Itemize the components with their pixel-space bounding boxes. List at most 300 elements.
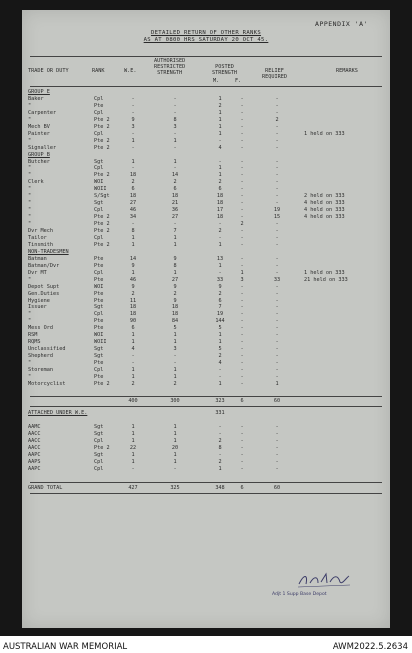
rank-cell: Pte (94, 255, 104, 262)
table-row (22, 353, 390, 360)
relief-cell: - (275, 458, 279, 465)
male-cell: 6 (218, 297, 222, 304)
relief-cell: - (275, 325, 279, 332)
we-cell: 1 (131, 451, 135, 458)
authorised-cell: 9 (173, 283, 177, 290)
table-row (22, 165, 390, 172)
table-row (22, 89, 390, 96)
trade-cell: Shepherd (28, 353, 53, 360)
male-cell: 18 (216, 200, 224, 207)
trade-cell: Butcher (28, 158, 50, 165)
authorised-cell: 1 (173, 339, 177, 346)
male-cell: 2 (218, 290, 222, 297)
trade-cell: GROUP E (28, 89, 50, 95)
trade-cell: Gen.Duties (28, 290, 60, 297)
trade-cell: Tailor (28, 234, 47, 241)
authorised-cell: 84 (171, 318, 179, 325)
trade-cell: Unclassified (28, 346, 66, 353)
relief-cell: - (275, 304, 279, 311)
trade-cell: " (28, 318, 32, 325)
we-cell: 427 (128, 484, 138, 491)
male-cell: 144 (215, 318, 225, 325)
authorised-cell: 27 (171, 276, 179, 283)
we-cell: 9 (131, 262, 135, 269)
female-cell: - (240, 451, 244, 458)
rank-cell: Pte (94, 318, 104, 325)
male-cell: 7 (218, 304, 222, 311)
authorised-cell: 1 (173, 234, 177, 241)
table-row (22, 207, 390, 214)
male-cell: 18 (216, 193, 224, 200)
authorised-cell: 1 (173, 367, 177, 373)
we-cell: - (131, 102, 135, 109)
authorised-cell: 2 (173, 380, 177, 387)
authorised-cell: 8 (173, 116, 177, 123)
female-cell: - (240, 325, 244, 332)
we-cell: 46 (129, 207, 137, 214)
table-row (22, 277, 390, 284)
trade-cell: AAPC (28, 465, 41, 472)
relief-cell: 60 (273, 484, 281, 491)
trade-cell: " (28, 221, 32, 228)
male-cell: 1 (218, 130, 222, 137)
rank-cell: Pte 2 (94, 380, 110, 387)
female-cell: - (240, 193, 244, 200)
header-we: W.E. (124, 68, 137, 74)
female-cell: - (240, 346, 244, 353)
rule-header (30, 86, 382, 87)
relief-cell: - (275, 451, 279, 458)
attached-row (22, 459, 390, 466)
attached-total-row (22, 410, 390, 417)
male-cell: - (218, 234, 222, 241)
authorised-cell: - (173, 102, 177, 109)
rank-cell: Pte (94, 373, 104, 380)
table-row (22, 270, 390, 277)
rank-cell: Cpl (94, 207, 104, 214)
we-cell: 11 (129, 297, 137, 304)
authorised-cell: 2 (173, 179, 177, 186)
we-cell: 1 (131, 234, 135, 241)
male-cell: - (218, 269, 222, 276)
trade-cell: Batman/Dvr (28, 262, 60, 269)
female-cell: - (240, 102, 244, 109)
table-row (22, 138, 390, 145)
trade-cell: Batman (28, 255, 47, 262)
table-row (22, 249, 390, 256)
authorised-cell: 18 (171, 193, 179, 200)
trade-cell: " (28, 373, 32, 380)
male-cell: 8 (218, 444, 222, 451)
relief-cell: - (275, 465, 279, 472)
authorised-cell: 3 (173, 123, 177, 130)
rank-cell: Pte (94, 262, 104, 269)
we-cell: 1 (131, 339, 135, 346)
female-cell: - (240, 214, 244, 221)
relief-cell: - (275, 311, 279, 318)
female-cell: - (240, 144, 244, 151)
we-cell: 18 (129, 311, 137, 318)
male-cell: 13 (216, 255, 224, 262)
document-title: DETAILED RETURN OF OTHER RANKS (150, 30, 262, 36)
male-cell: 2 (218, 353, 222, 360)
relief-cell: - (275, 346, 279, 353)
trade-cell: " (28, 172, 32, 179)
relief-cell: - (275, 144, 279, 151)
relief-cell: - (275, 339, 279, 346)
trade-cell: Mech BV (28, 123, 50, 130)
authorised-cell: 7 (173, 228, 177, 234)
we-cell: 1 (131, 458, 135, 465)
rule-subtotal-bottom (30, 406, 382, 407)
trade-cell: " (28, 214, 32, 221)
table-row (22, 360, 390, 367)
authorised-cell: 36 (171, 207, 179, 214)
remarks-cell: 4 held on 333 (304, 207, 345, 214)
relief-cell: - (275, 172, 279, 179)
male-cell: - (218, 451, 222, 458)
rank-cell: Pte (94, 325, 104, 332)
rank-cell: Pte (94, 360, 104, 367)
male-cell: 331 (215, 409, 225, 416)
trade-cell: Issuer (28, 304, 47, 311)
male-cell: - (218, 430, 222, 437)
table-row (22, 110, 390, 117)
attached-row (22, 466, 390, 473)
rank-cell: Sgt (94, 158, 104, 165)
authorised-cell: 27 (171, 214, 179, 221)
male-cell: 323 (215, 397, 225, 404)
female-cell: - (240, 367, 244, 373)
relief-cell: - (275, 186, 279, 193)
trade-cell: Painter (28, 130, 50, 137)
we-cell: - (131, 95, 135, 102)
table-row (22, 186, 390, 193)
female-cell: - (240, 130, 244, 137)
table-row (22, 311, 390, 318)
relief-cell: 60 (273, 397, 281, 404)
male-cell: 1 (218, 116, 222, 123)
header-f: F. (235, 78, 242, 84)
we-cell: 1 (131, 437, 135, 444)
relief-cell: - (275, 318, 279, 325)
table-row (22, 172, 390, 179)
female-cell: - (240, 430, 244, 437)
authorised-cell: 9 (173, 255, 177, 262)
male-cell: 18 (216, 214, 224, 221)
rank-cell: Cpl (94, 269, 104, 276)
relief-cell: - (275, 95, 279, 102)
male-cell: 1 (218, 123, 222, 130)
table-row (22, 221, 390, 228)
document-page (22, 10, 390, 628)
female-cell: - (240, 373, 244, 380)
male-cell: 4 (218, 360, 222, 367)
relief-cell: - (275, 297, 279, 304)
we-cell: 90 (129, 318, 137, 325)
we-cell: - (131, 360, 135, 367)
male-cell: 2 (218, 437, 222, 444)
authorised-cell: 2 (173, 290, 177, 297)
we-cell: 1 (131, 269, 135, 276)
female-cell: - (240, 165, 244, 172)
authorised-cell: 1 (173, 137, 177, 144)
female-cell: 6 (240, 484, 244, 491)
female-cell: - (240, 172, 244, 179)
relief-cell: - (275, 373, 279, 380)
relief-cell: - (275, 353, 279, 360)
trade-cell: RQMS (28, 339, 41, 346)
authorised-cell: - (173, 109, 177, 116)
male-cell: 1 (218, 172, 222, 179)
authorised-cell: 325 (170, 484, 180, 491)
male-cell: 4 (218, 144, 222, 151)
rank-cell: Sgt (94, 430, 104, 437)
trade-cell: Clerk (28, 179, 44, 186)
female-cell: - (240, 158, 244, 165)
header-remarks: REMARKS (336, 68, 358, 74)
trade-cell: " (28, 165, 32, 172)
table-row (22, 131, 390, 138)
trade-cell: Dvr Mech (28, 228, 53, 234)
table-row (22, 235, 390, 242)
table-row (22, 242, 390, 249)
we-cell: 1 (131, 241, 135, 248)
attached-row (22, 452, 390, 459)
we-cell: 2 (131, 380, 135, 387)
table-row (22, 117, 390, 124)
trade-cell: Carpenter (28, 109, 57, 116)
male-cell: 9 (218, 283, 222, 290)
table-row (22, 325, 390, 332)
table-row (22, 228, 390, 235)
female-cell: - (240, 179, 244, 186)
rank-cell: Cpl (94, 311, 104, 318)
trade-cell: AACC (28, 430, 41, 437)
rank-cell: Pte (94, 290, 104, 297)
rank-cell: Sgt (94, 304, 104, 311)
male-cell: 5 (218, 346, 222, 353)
we-cell: 400 (128, 397, 138, 404)
header-posted: POSTED STRENGTH (212, 64, 237, 76)
rank-cell: WOII (94, 186, 107, 193)
table-row (22, 367, 390, 374)
relief-cell: - (275, 109, 279, 116)
we-cell: 6 (131, 325, 135, 332)
table-row (22, 332, 390, 339)
male-cell: - (218, 373, 222, 380)
header-relief: RELIEF REQUIRED (262, 68, 287, 80)
rank-cell: Sgt (94, 200, 104, 207)
trade-cell: GROUP B (28, 151, 50, 158)
authorised-cell: - (173, 165, 177, 172)
male-cell: 348 (215, 484, 225, 491)
rank-cell: S/Sgt (94, 193, 110, 200)
male-cell: 2 (218, 102, 222, 109)
trade-cell: AAPC (28, 451, 41, 458)
table-row (22, 298, 390, 305)
trade-cell: Baker (28, 95, 44, 102)
rule-subtotal (30, 396, 382, 397)
authorised-cell: 9 (173, 297, 177, 304)
table-row (22, 346, 390, 353)
rank-cell: Cpl (94, 109, 104, 116)
table-row (22, 193, 390, 200)
female-cell: - (240, 437, 244, 444)
table-row (22, 381, 390, 388)
signature-scrawl (296, 570, 352, 590)
rank-cell: WOI (94, 283, 104, 290)
rank-cell: Pte 2 (94, 172, 110, 179)
female-cell: - (240, 458, 244, 465)
authorised-cell: 1 (173, 269, 177, 276)
female-cell: - (240, 332, 244, 339)
relief-cell: - (275, 137, 279, 144)
attached-row (22, 438, 390, 445)
table-row (22, 96, 390, 103)
relief-cell: - (275, 332, 279, 339)
we-cell: - (131, 165, 135, 172)
we-cell: 1 (131, 430, 135, 437)
rank-cell: Sgt (94, 353, 104, 360)
female-cell: - (240, 95, 244, 102)
female-cell: - (240, 360, 244, 367)
relief-cell: 15 (273, 214, 281, 221)
relief-cell: 2 (275, 116, 279, 123)
relief-cell: - (275, 269, 279, 276)
authorised-cell: 14 (171, 172, 179, 179)
relief-cell: - (275, 255, 279, 262)
rank-cell: Pte 2 (94, 144, 110, 151)
table-row (22, 179, 390, 186)
trade-cell: GRAND TOTAL (28, 484, 63, 491)
authorised-cell: - (173, 221, 177, 228)
we-cell: 1 (131, 373, 135, 380)
footer-reference: AWM2022.5.2634 (332, 642, 408, 652)
relief-cell: - (275, 444, 279, 451)
trade-cell: AACC (28, 437, 41, 444)
authorised-cell: 1 (173, 451, 177, 458)
relief-cell: - (275, 283, 279, 290)
female-cell: - (240, 297, 244, 304)
rank-cell: Pte 2 (94, 241, 110, 248)
male-cell: 1 (218, 380, 222, 387)
we-cell: - (131, 465, 135, 472)
authorised-cell: 1 (173, 332, 177, 339)
we-cell: 1 (131, 137, 135, 144)
we-cell: 2 (131, 179, 135, 186)
relief-cell: - (275, 102, 279, 109)
relief-cell: - (275, 165, 279, 172)
we-cell: 1 (131, 332, 135, 339)
male-cell: 2 (218, 458, 222, 465)
trade-cell: " (28, 137, 32, 144)
table-row (22, 318, 390, 325)
we-cell: 9 (131, 116, 135, 123)
header-authorised: AUTHORISED RESTRICTED STRENGTH (154, 58, 186, 76)
we-cell: 4 (131, 346, 135, 353)
authorised-cell: 18 (171, 304, 179, 311)
rank-cell: WOI (94, 179, 104, 186)
table-row (22, 103, 390, 110)
relief-cell: - (275, 193, 279, 200)
trade-cell: RSM (28, 332, 38, 339)
rank-cell: Pte 2 (94, 137, 110, 144)
rank-cell: Cpl (94, 234, 104, 241)
female-cell: - (240, 444, 244, 451)
we-cell: 34 (129, 214, 137, 221)
signature-caption: Adjt 1 Supp Base Depot (272, 592, 327, 597)
authorised-cell: 20 (171, 444, 179, 451)
trade-cell: Motorcyclist (28, 380, 66, 387)
female-cell: - (240, 283, 244, 290)
female-cell: 6 (240, 397, 244, 404)
female-cell: - (240, 423, 244, 430)
header-m: M. (213, 78, 220, 84)
we-cell: 22 (129, 444, 137, 451)
remarks-cell: 1 held on 333 (304, 130, 345, 137)
authorised-cell: 21 (171, 200, 179, 207)
we-cell: - (131, 130, 135, 137)
table-row (22, 374, 390, 381)
male-cell: 1 (218, 332, 222, 339)
male-cell: 1 (218, 95, 222, 102)
rule-grand-total-bottom (30, 493, 382, 494)
relief-cell: - (275, 179, 279, 186)
trade-cell: ATTACHED UNDER W.E. (28, 409, 88, 416)
we-cell: - (131, 109, 135, 116)
rank-cell: Pte (94, 297, 104, 304)
we-cell: - (131, 144, 135, 151)
we-cell: 8 (131, 228, 135, 234)
table-row (22, 152, 390, 159)
rank-cell: Sgt (94, 423, 104, 430)
male-cell: 1 (218, 109, 222, 116)
rank-cell: Pte 2 (94, 123, 110, 130)
attached-row (22, 445, 390, 452)
authorised-cell: - (173, 130, 177, 137)
footer-institution: AUSTRALIAN WAR MEMORIAL (3, 642, 128, 652)
table-row (22, 291, 390, 298)
we-cell: 1 (131, 158, 135, 165)
female-cell: - (240, 339, 244, 346)
trade-cell: " (28, 200, 32, 207)
trade-cell: AAPS (28, 458, 41, 465)
table-row (22, 304, 390, 311)
we-cell: 1 (131, 367, 135, 373)
male-cell: 5 (218, 325, 222, 332)
male-cell: 1 (218, 339, 222, 346)
authorised-cell: 1 (173, 458, 177, 465)
trade-cell: Depot Supt (28, 283, 60, 290)
male-cell: 1 (218, 241, 222, 248)
relief-cell: - (275, 123, 279, 130)
authorised-cell: - (173, 360, 177, 367)
authorised-cell: 1 (173, 241, 177, 248)
table-row (22, 124, 390, 131)
rank-cell: Pte 2 (94, 116, 110, 123)
male-cell: - (218, 423, 222, 430)
rank-cell: Cpl (94, 437, 104, 444)
trade-cell: " (28, 102, 32, 109)
trade-cell: " (28, 193, 32, 200)
trade-cell: " (28, 276, 32, 283)
rank-cell: Cpl (94, 95, 104, 102)
rule-top (30, 56, 382, 57)
relief-cell: - (275, 200, 279, 207)
trade-cell: Dvr MT (28, 269, 47, 276)
relief-cell: - (275, 367, 279, 373)
